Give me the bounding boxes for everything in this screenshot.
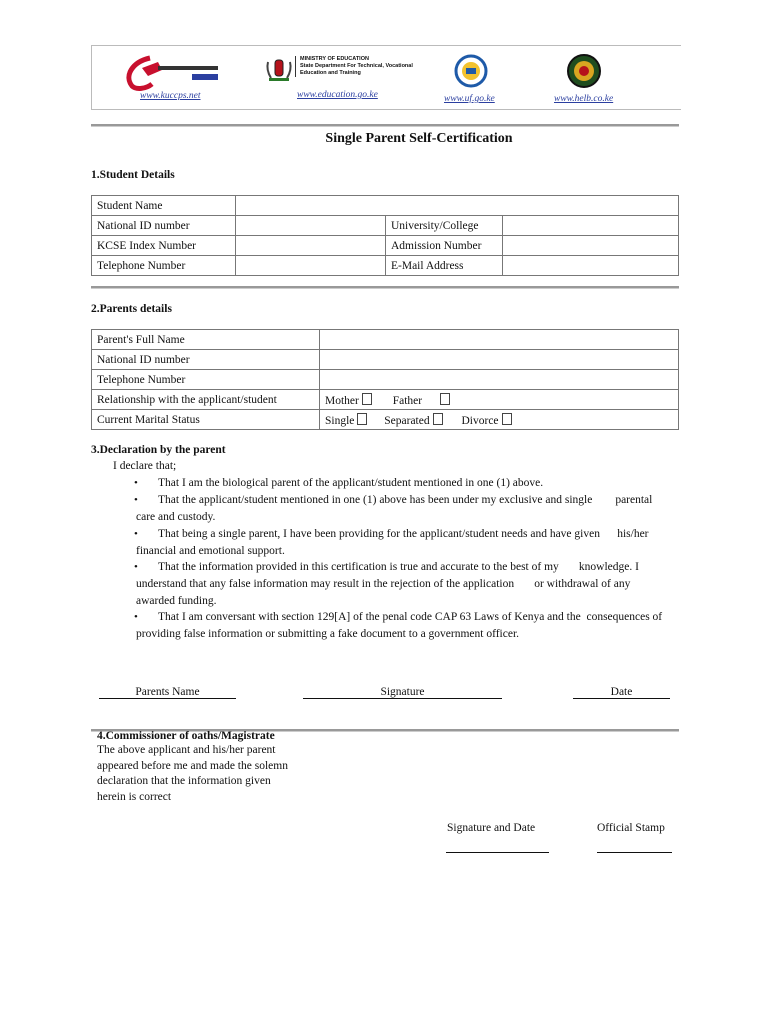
admission-label: Admission Number	[386, 236, 503, 256]
header-logo-strip	[91, 45, 681, 110]
page-title: Single Parent Self-Certification	[325, 131, 513, 146]
bullet-icon: •	[134, 477, 138, 489]
uf-url[interactable]: www.uf.go.ke	[444, 94, 495, 104]
marital-status-label: Current Marital Status	[92, 410, 320, 430]
divider	[91, 124, 679, 127]
father-option-label: Father	[392, 394, 423, 407]
relationship-label: Relationship with the applicant/student	[92, 390, 320, 410]
date-line[interactable]	[573, 686, 670, 699]
parent-name-field[interactable]	[320, 330, 679, 350]
student-id-label: National ID number	[92, 216, 236, 236]
declaration-line: understand that any false information may result in the rejection of the application or withdrawal of any	[136, 578, 631, 590]
declaration-line: awarded funding.	[136, 595, 217, 607]
table-row	[92, 390, 679, 410]
mother-checkbox[interactable]	[362, 393, 372, 405]
kuccps-logo	[122, 54, 222, 92]
student-details-table	[91, 195, 679, 276]
education-url[interactable]: www.education.go.ke	[297, 90, 378, 100]
ministry-line-2: State Department For Technical, Vocational	[300, 63, 413, 69]
parent-id-field[interactable]	[320, 350, 679, 370]
commissioner-signature-line[interactable]	[446, 852, 549, 853]
student-phone-field[interactable]	[236, 256, 386, 276]
divorce-option-label: Divorce	[461, 414, 499, 427]
bullet-icon: •	[134, 494, 138, 506]
student-name-label: Student Name	[92, 196, 236, 216]
ministry-of-education-logo	[295, 56, 413, 77]
declaration-line: care and custody.	[136, 511, 216, 523]
commissioner-text: appeared before me and made the solemn	[97, 760, 288, 772]
email-label: E-Mail Address	[386, 256, 503, 276]
commissioner-text: The above applicant and his/her parent	[97, 744, 276, 756]
commissioner-signature-label: Signature and Date	[447, 822, 536, 834]
commissioner-heading: 4.Commissioner of oaths/Magistrate	[97, 730, 275, 742]
declaration-line: financial and emotional support.	[136, 545, 285, 557]
date-label: Date	[610, 686, 633, 698]
admission-field[interactable]	[503, 236, 679, 256]
parent-id-label: National ID number	[92, 350, 320, 370]
bullet-icon: •	[134, 528, 138, 540]
parent-signature-line[interactable]	[303, 686, 502, 699]
helb-url[interactable]: www.helb.co.ke	[554, 94, 614, 104]
declaration-line: That I am the biological parent of the applicant/student mentioned in one (1) above.	[158, 477, 544, 489]
parent-name-label: Parent's Full Name	[92, 330, 320, 350]
bullet-icon: •	[134, 561, 138, 573]
student-details-heading: 1.Student Details	[91, 169, 175, 181]
helb-logo	[566, 53, 602, 89]
parents-details-heading: 2.Parents details	[91, 303, 172, 315]
mother-option-label: Mother	[325, 394, 359, 407]
signature-label: Signature	[380, 686, 425, 698]
parents-name-label: Parents Name	[135, 686, 200, 698]
single-option-label: Single	[325, 414, 355, 427]
ministry-line-3: Education and Training	[300, 70, 361, 76]
parents-details-table	[91, 329, 679, 430]
relationship-options	[320, 390, 679, 410]
declaration-line: That being a single parent, I have been providing for the applicant/student needs and have given his/her	[158, 528, 649, 540]
official-stamp-line[interactable]	[597, 852, 672, 853]
kcse-field[interactable]	[236, 236, 386, 256]
uf-logo	[454, 54, 488, 88]
father-checkbox[interactable]	[440, 393, 450, 405]
parent-phone-field[interactable]	[320, 370, 679, 390]
parent-phone-label: Telephone Number	[92, 370, 320, 390]
student-id-field[interactable]	[236, 216, 386, 236]
declaration-heading: 3.Declaration by the parent	[91, 444, 226, 456]
single-checkbox[interactable]	[357, 413, 367, 425]
ministry-line-1: MINISTRY OF EDUCATION	[300, 56, 369, 62]
student-phone-label: Telephone Number	[92, 256, 236, 276]
student-name-field[interactable]	[236, 196, 679, 216]
declaration-line: That I am conversant with section 129[A] of the penal code CAP 63 Laws of Kenya and the consequences of	[158, 611, 663, 623]
declaration-line: That the information provided in this certification is true and accurate to the best of my knowledge. I	[158, 561, 639, 573]
email-field[interactable]	[503, 256, 679, 276]
table-row	[92, 410, 679, 430]
kuccps-url[interactable]: www.kuccps.net	[140, 91, 201, 101]
table-row	[92, 216, 679, 236]
divider	[91, 286, 679, 289]
declaration-line: providing false information or submitting a fake document to a government officer.	[136, 628, 520, 640]
commissioner-text: declaration that the information given	[97, 775, 271, 787]
declaration-line: That the applicant/student mentioned in one (1) above has been under my exclusive and single parental	[158, 494, 653, 506]
separated-checkbox[interactable]	[433, 413, 443, 425]
kenya-coat-of-arms-icon	[264, 56, 294, 84]
bullet-icon: •	[134, 611, 138, 623]
kcse-label: KCSE Index Number	[92, 236, 236, 256]
table-row	[92, 330, 679, 350]
declaration-intro: I declare that;	[113, 460, 177, 472]
table-row	[92, 256, 679, 276]
table-row	[92, 236, 679, 256]
table-row	[92, 370, 679, 390]
university-label: University/College	[386, 216, 503, 236]
separated-option-label: Separated	[384, 414, 430, 427]
university-field[interactable]	[503, 216, 679, 236]
divorce-checkbox[interactable]	[502, 413, 512, 425]
commissioner-text: herein is correct	[97, 791, 172, 803]
parents-name-line[interactable]	[99, 686, 236, 699]
official-stamp-label: Official Stamp	[597, 822, 665, 834]
table-row	[92, 350, 679, 370]
table-row	[92, 196, 679, 216]
marital-status-options	[320, 410, 679, 430]
